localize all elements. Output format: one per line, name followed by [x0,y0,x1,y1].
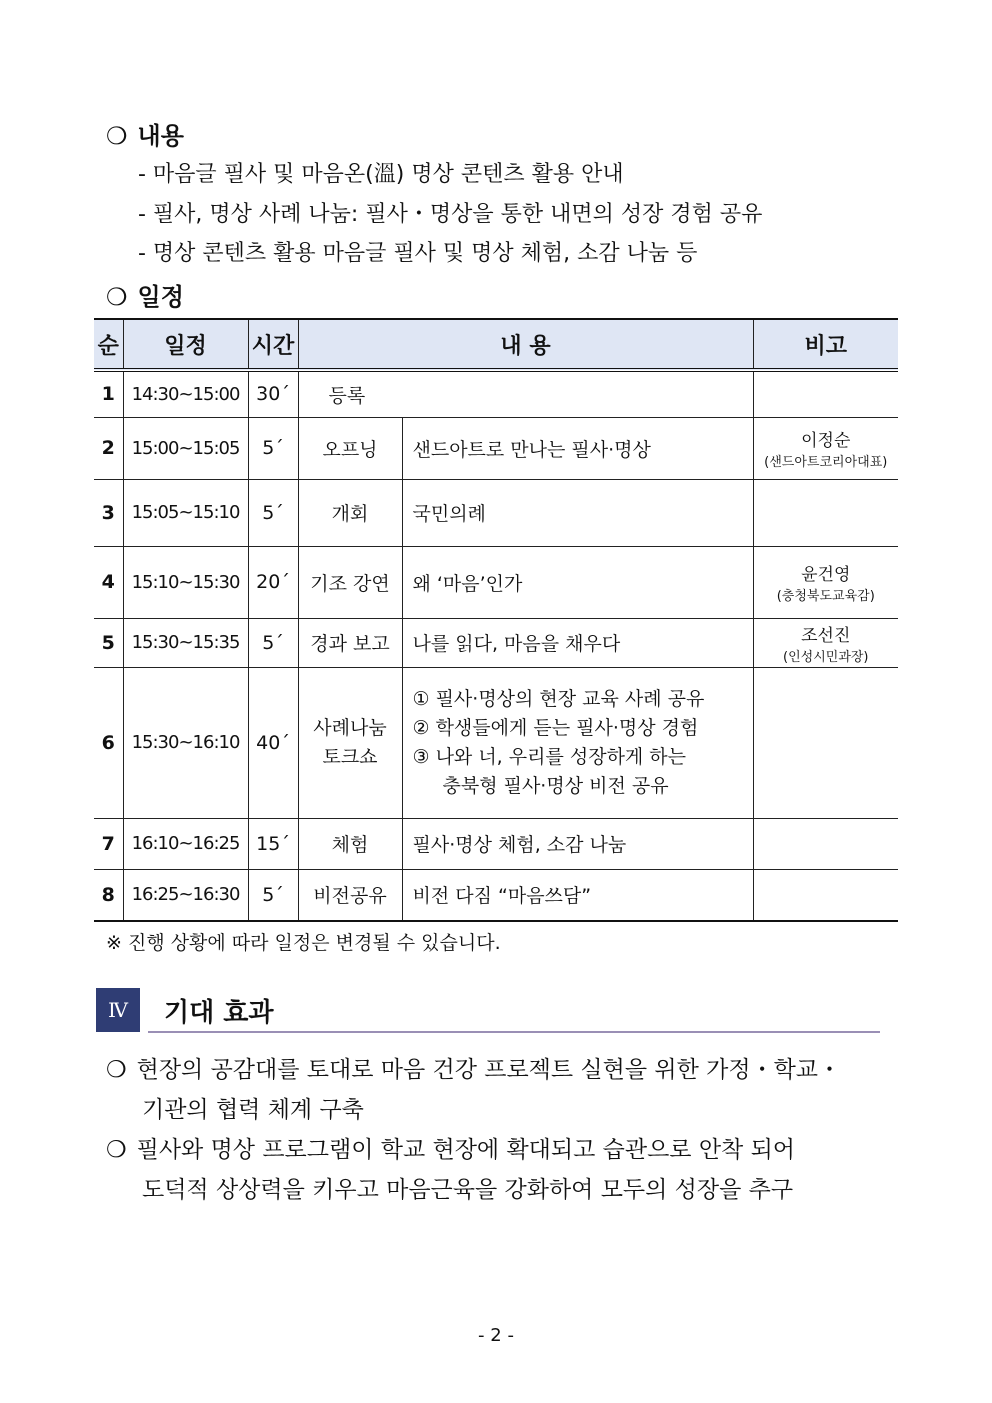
row-time: 15:30~16:10 [123,667,248,818]
row-note [753,370,898,417]
row-item: 기조 강연 [298,546,402,618]
row-duration: 5´ [248,479,298,546]
row-time: 15:05~15:10 [123,479,248,546]
section-title: 기대 효과 [164,998,274,1028]
schedule-footnote: ※ 진행 상황에 따라 일정은 변경될 수 있습니다. [106,932,501,954]
row-time: 15:00~15:05 [123,417,248,479]
row-time: 14:30~15:00 [123,370,248,417]
row-detail-line: ② 학생들에게 듣는 필사·명상 경험 [412,716,699,739]
row-item-line: 토크쇼 [322,745,378,768]
table-row [94,818,898,869]
row-detail-line: ③ 나와 너, 우리를 성장하게 하는 [412,745,687,768]
note-name: 조선진 [801,625,851,646]
effect-line: 현장의 공감대를 토대로 마음 건강 프로젝트 실현을 위한 가정・학교・ [136,1057,841,1083]
row-number: 4 [94,546,123,618]
row-detail-line: 충북형 필사·명상 비전 공유 [442,774,669,797]
note-name: 윤건영 [801,565,851,585]
row-detail: 샌드아트로 만나는 필사·명상 [402,417,753,479]
row-time: 16:10~16:25 [123,818,248,869]
row-detail: 국민의례 [402,479,753,546]
section-heading-schedule [106,277,184,312]
row-number: 3 [94,479,123,546]
row-detail [402,667,753,818]
circle-bullet-icon: ❍ [106,283,128,311]
row-duration: 15´ [248,818,298,869]
section-number-badge: Ⅳ [96,988,140,1032]
table-row [94,479,898,546]
table-row [94,546,898,618]
row-item [298,667,402,818]
circle-bullet-icon: ❍ [106,1057,127,1083]
circle-bullet-icon: ❍ [106,1137,127,1163]
row-detail: 필사·명상 체험, 소감 나눔 [402,818,753,869]
header-duration: 시간 [248,319,298,370]
effect-paragraph [106,1130,896,1210]
section-heading-content [106,116,184,151]
note-affiliation: (인성시민과장) [783,649,869,665]
row-time: 15:30~15:35 [123,618,248,667]
section-heading-text: 내용 [137,122,184,150]
row-item: 등록 [298,370,753,417]
row-item: 경과 보고 [298,618,402,667]
row-detail: 왜 ‘마음’인가 [402,546,753,618]
row-number: 8 [94,869,123,921]
row-number: 7 [94,818,123,869]
schedule-table [94,318,898,922]
table-row [94,667,898,818]
table-row [94,869,898,921]
content-item: - 필사, 명상 사례 나눔: 필사・명상을 통한 내면의 성장 경험 공유 [138,202,763,227]
table-row [94,618,898,667]
row-item: 체험 [298,818,402,869]
effect-line: 필사와 명상 프로그램이 학교 현장에 확대되고 습관으로 안착 되어 [136,1137,795,1163]
note-affiliation: (충청북도교육감) [776,589,875,604]
row-note [753,546,898,618]
header-schedule: 일정 [123,319,248,370]
row-duration: 30´ [248,370,298,417]
row-number: 1 [94,370,123,417]
section-underline [148,1031,880,1033]
table-row [94,370,898,417]
row-number: 5 [94,618,123,667]
row-time: 16:25~16:30 [123,869,248,921]
header-no: 순 [94,319,123,370]
header-note: 비고 [753,319,898,370]
effect-line: 도덕적 상상력을 키우고 마음근육을 강화하여 모두의 성장을 추구 [142,1177,794,1203]
row-note [753,667,898,818]
circle-bullet-icon: ❍ [106,122,128,150]
row-duration: 5´ [248,417,298,479]
content-item: - 마음글 필사 및 마음온(溫) 명상 콘텐츠 활용 안내 [138,162,624,187]
header-content: 내 용 [298,319,753,370]
row-item: 개회 [298,479,402,546]
row-note [753,479,898,546]
page-number: - 2 - [478,1325,514,1346]
row-item: 비전공유 [298,869,402,921]
effect-paragraph [106,1050,896,1130]
row-item: 오프닝 [298,417,402,479]
row-note [753,618,898,667]
note-affiliation: (샌드아트코리아대표) [764,455,888,470]
note-name: 이정순 [801,431,851,451]
content-item: - 명상 콘텐츠 활용 마음글 필사 및 명상 체험, 소감 나눔 등 [138,241,698,266]
row-detail-line: ① 필사·명상의 현장 교육 사례 공유 [412,687,705,710]
effect-line: 기관의 협력 체계 구축 [142,1097,364,1123]
row-duration: 40´ [248,667,298,818]
row-detail: 나를 읽다, 마음을 채우다 [402,618,753,667]
row-note [753,869,898,921]
row-detail: 비전 다짐 “마음쓰담” [402,869,753,921]
table-header-row [94,319,898,370]
row-note [753,818,898,869]
table-row [94,417,898,479]
row-number: 2 [94,417,123,479]
section-heading-text: 일정 [137,283,184,311]
row-duration: 5´ [248,869,298,921]
row-item-line: 사례나눔 [313,716,387,739]
row-duration: 5´ [248,618,298,667]
row-number: 6 [94,667,123,818]
row-note [753,417,898,479]
row-time: 15:10~15:30 [123,546,248,618]
row-duration: 20´ [248,546,298,618]
